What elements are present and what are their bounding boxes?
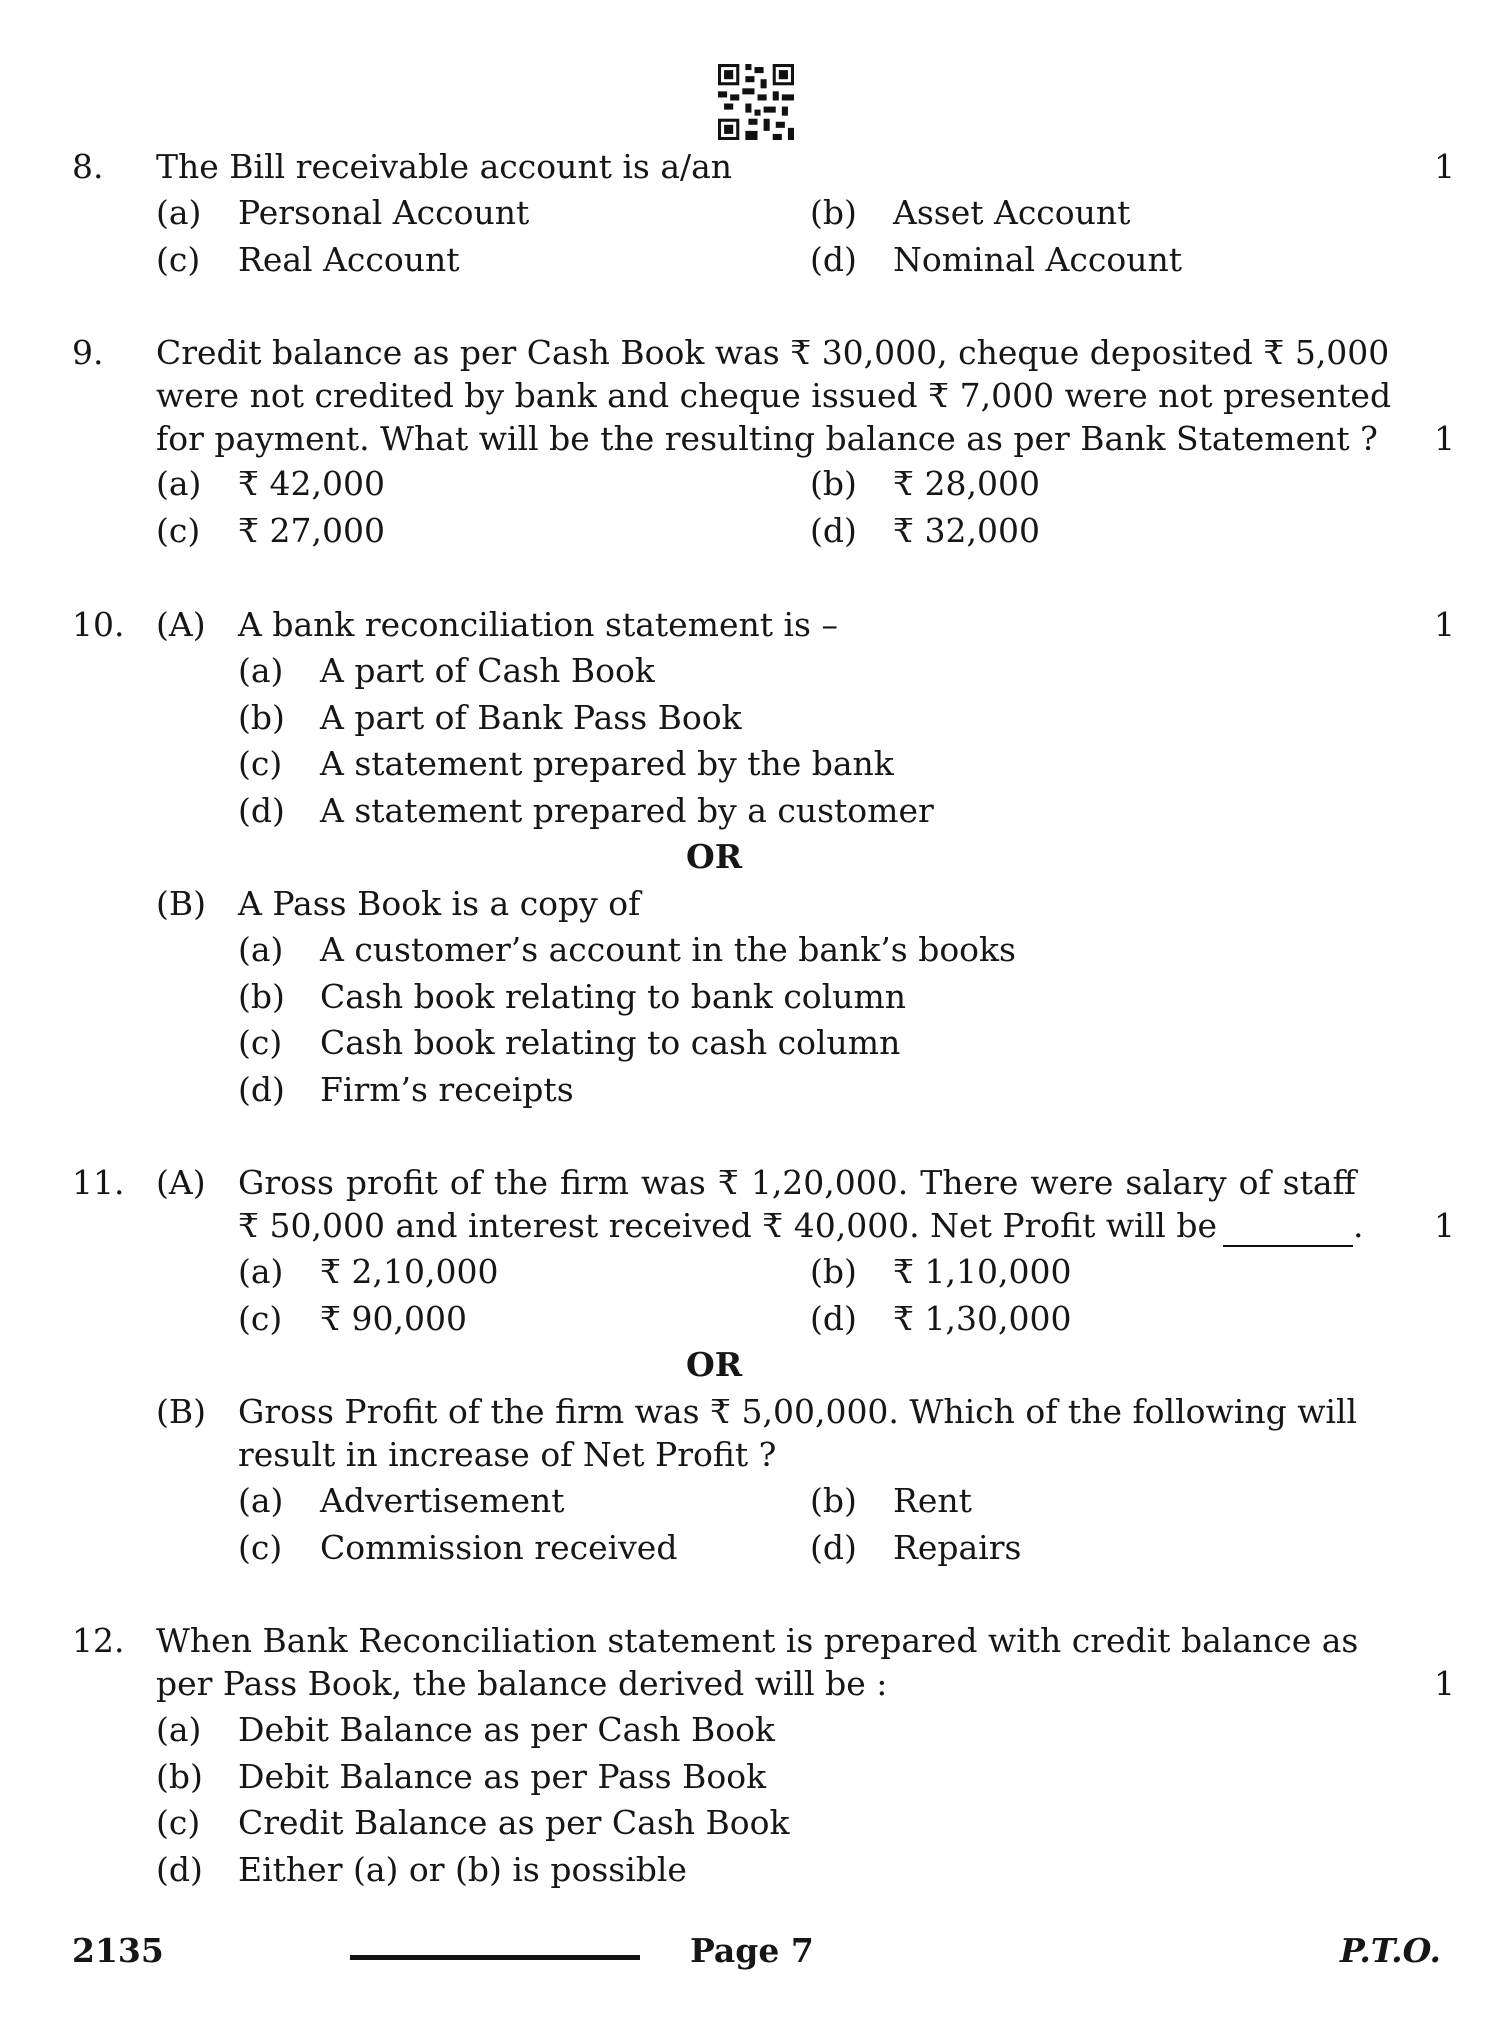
option-text: Personal Account xyxy=(238,193,530,232)
option-label: (a) xyxy=(156,1710,202,1749)
option-text: A statement prepared by the bank xyxy=(320,744,894,783)
question-stem: A bank reconciliation statement is – xyxy=(238,605,838,644)
or-divider: OR xyxy=(686,837,743,876)
paper-code: 2135 xyxy=(72,1931,164,1970)
question-number: 9. xyxy=(72,333,104,372)
option-text: Cash book relating to bank column xyxy=(320,977,907,1016)
option-text: Debit Balance as per Pass Book xyxy=(238,1757,767,1796)
option-text: Rent xyxy=(893,1481,972,1520)
option-label: (b) xyxy=(238,698,285,737)
option-label: (d) xyxy=(238,791,285,830)
option-label: (b) xyxy=(810,464,857,503)
stem-end: . xyxy=(1352,1206,1364,1245)
question-stem-line: for payment. What will be the resulting balance as per Bank Statement ? xyxy=(156,419,1378,458)
option-text: Asset Account xyxy=(893,193,1131,232)
option-text: Debit Balance as per Cash Book xyxy=(238,1710,775,1749)
option-text: ₹ 1,10,000 xyxy=(893,1252,1072,1291)
pto-label: P.T.O. xyxy=(1340,1931,1441,1970)
question-stem-line: were not credited by bank and cheque issued ₹ 7,000 were not presented xyxy=(156,376,1392,415)
option-text: A customer’s account in the bank’s books xyxy=(320,930,1016,969)
footer-rule xyxy=(350,1955,640,1960)
marks: 1 xyxy=(1434,1206,1455,1245)
question-stem-line: result in increase of Net Profit ? xyxy=(238,1435,777,1474)
option-label: (a) xyxy=(156,193,202,232)
option-text: ₹ 2,10,000 xyxy=(320,1252,499,1291)
option-label: (c) xyxy=(156,240,201,279)
question-stem-line: per Pass Book, the balance derived will be : xyxy=(156,1664,888,1703)
question-number: 8. xyxy=(72,147,104,186)
option-label: (d) xyxy=(238,1070,285,1109)
page-number: Page 7 xyxy=(690,1931,814,1970)
option-label: (d) xyxy=(810,511,857,550)
option-label: (a) xyxy=(238,930,284,969)
option-label: (a) xyxy=(238,1481,284,1520)
question-stem: A Pass Book is a copy of xyxy=(238,884,641,923)
marks: 1 xyxy=(1434,1664,1455,1703)
stem-text: ₹ 50,000 and interest received ₹ 40,000. Net Profit will be xyxy=(238,1206,1217,1245)
question-stem-line: Credit balance as per Cash Book was ₹ 30,000, cheque deposited ₹ 5,000 xyxy=(156,333,1390,372)
option-label: (d) xyxy=(810,1299,857,1338)
marks: 1 xyxy=(1434,419,1455,458)
option-label: (b) xyxy=(810,193,857,232)
option-text: ₹ 27,000 xyxy=(238,511,385,550)
qr-code-icon xyxy=(718,64,794,140)
part-label: (B) xyxy=(156,1392,206,1431)
option-text: Nominal Account xyxy=(893,240,1182,279)
option-label: (b) xyxy=(810,1481,857,1520)
option-text: ₹ 1,30,000 xyxy=(893,1299,1072,1338)
answer-blank xyxy=(1223,1215,1353,1247)
option-label: (b) xyxy=(156,1757,203,1796)
part-label: (A) xyxy=(156,1163,206,1202)
option-text: Commission received xyxy=(320,1528,678,1567)
option-label: (b) xyxy=(238,977,285,1016)
or-divider: OR xyxy=(686,1345,743,1384)
option-text: Cash book relating to cash column xyxy=(320,1023,901,1062)
option-label: (d) xyxy=(156,1850,203,1889)
option-label: (a) xyxy=(238,651,284,690)
option-text: ₹ 90,000 xyxy=(320,1299,467,1338)
part-label: (B) xyxy=(156,884,206,923)
option-text: Firm’s receipts xyxy=(320,1070,574,1109)
option-text: Advertisement xyxy=(320,1481,565,1520)
option-label: (b) xyxy=(810,1252,857,1291)
option-label: (d) xyxy=(810,240,857,279)
option-text: Either (a) or (b) is possible xyxy=(238,1850,687,1889)
option-label: (c) xyxy=(156,1803,201,1842)
option-label: (c) xyxy=(238,1299,283,1338)
marks: 1 xyxy=(1434,147,1455,186)
option-label: (c) xyxy=(156,511,201,550)
option-text: Credit Balance as per Cash Book xyxy=(238,1803,790,1842)
question-number: 11. xyxy=(72,1163,125,1202)
question-number: 10. xyxy=(72,605,125,644)
option-label: (c) xyxy=(238,1528,283,1567)
option-label: (c) xyxy=(238,744,283,783)
question-number: 12. xyxy=(72,1621,125,1660)
option-text: Real Account xyxy=(238,240,460,279)
question-stem-line: Gross Profit of the firm was ₹ 5,00,000. Which of the following will xyxy=(238,1392,1358,1431)
option-text: Repairs xyxy=(893,1528,1022,1567)
question-stem-line: When Bank Reconciliation statement is prepared with credit balance as xyxy=(156,1621,1359,1660)
option-text: ₹ 32,000 xyxy=(893,511,1040,550)
option-label: (c) xyxy=(238,1023,283,1062)
option-text: A statement prepared by a customer xyxy=(320,791,934,830)
option-text: ₹ 28,000 xyxy=(893,464,1040,503)
question-stem-line: Gross profit of the firm was ₹ 1,20,000. There were salary of staff xyxy=(238,1163,1356,1202)
question-stem: The Bill receivable account is a/an xyxy=(156,147,733,186)
option-text: A part of Cash Book xyxy=(320,651,655,690)
option-label: (d) xyxy=(810,1528,857,1567)
marks: 1 xyxy=(1434,605,1455,644)
option-label: (a) xyxy=(238,1252,284,1291)
option-label: (a) xyxy=(156,464,202,503)
part-label: (A) xyxy=(156,605,206,644)
question-stem-line xyxy=(238,1205,1363,1247)
option-text: A part of Bank Pass Book xyxy=(320,698,742,737)
option-text: ₹ 42,000 xyxy=(238,464,385,503)
